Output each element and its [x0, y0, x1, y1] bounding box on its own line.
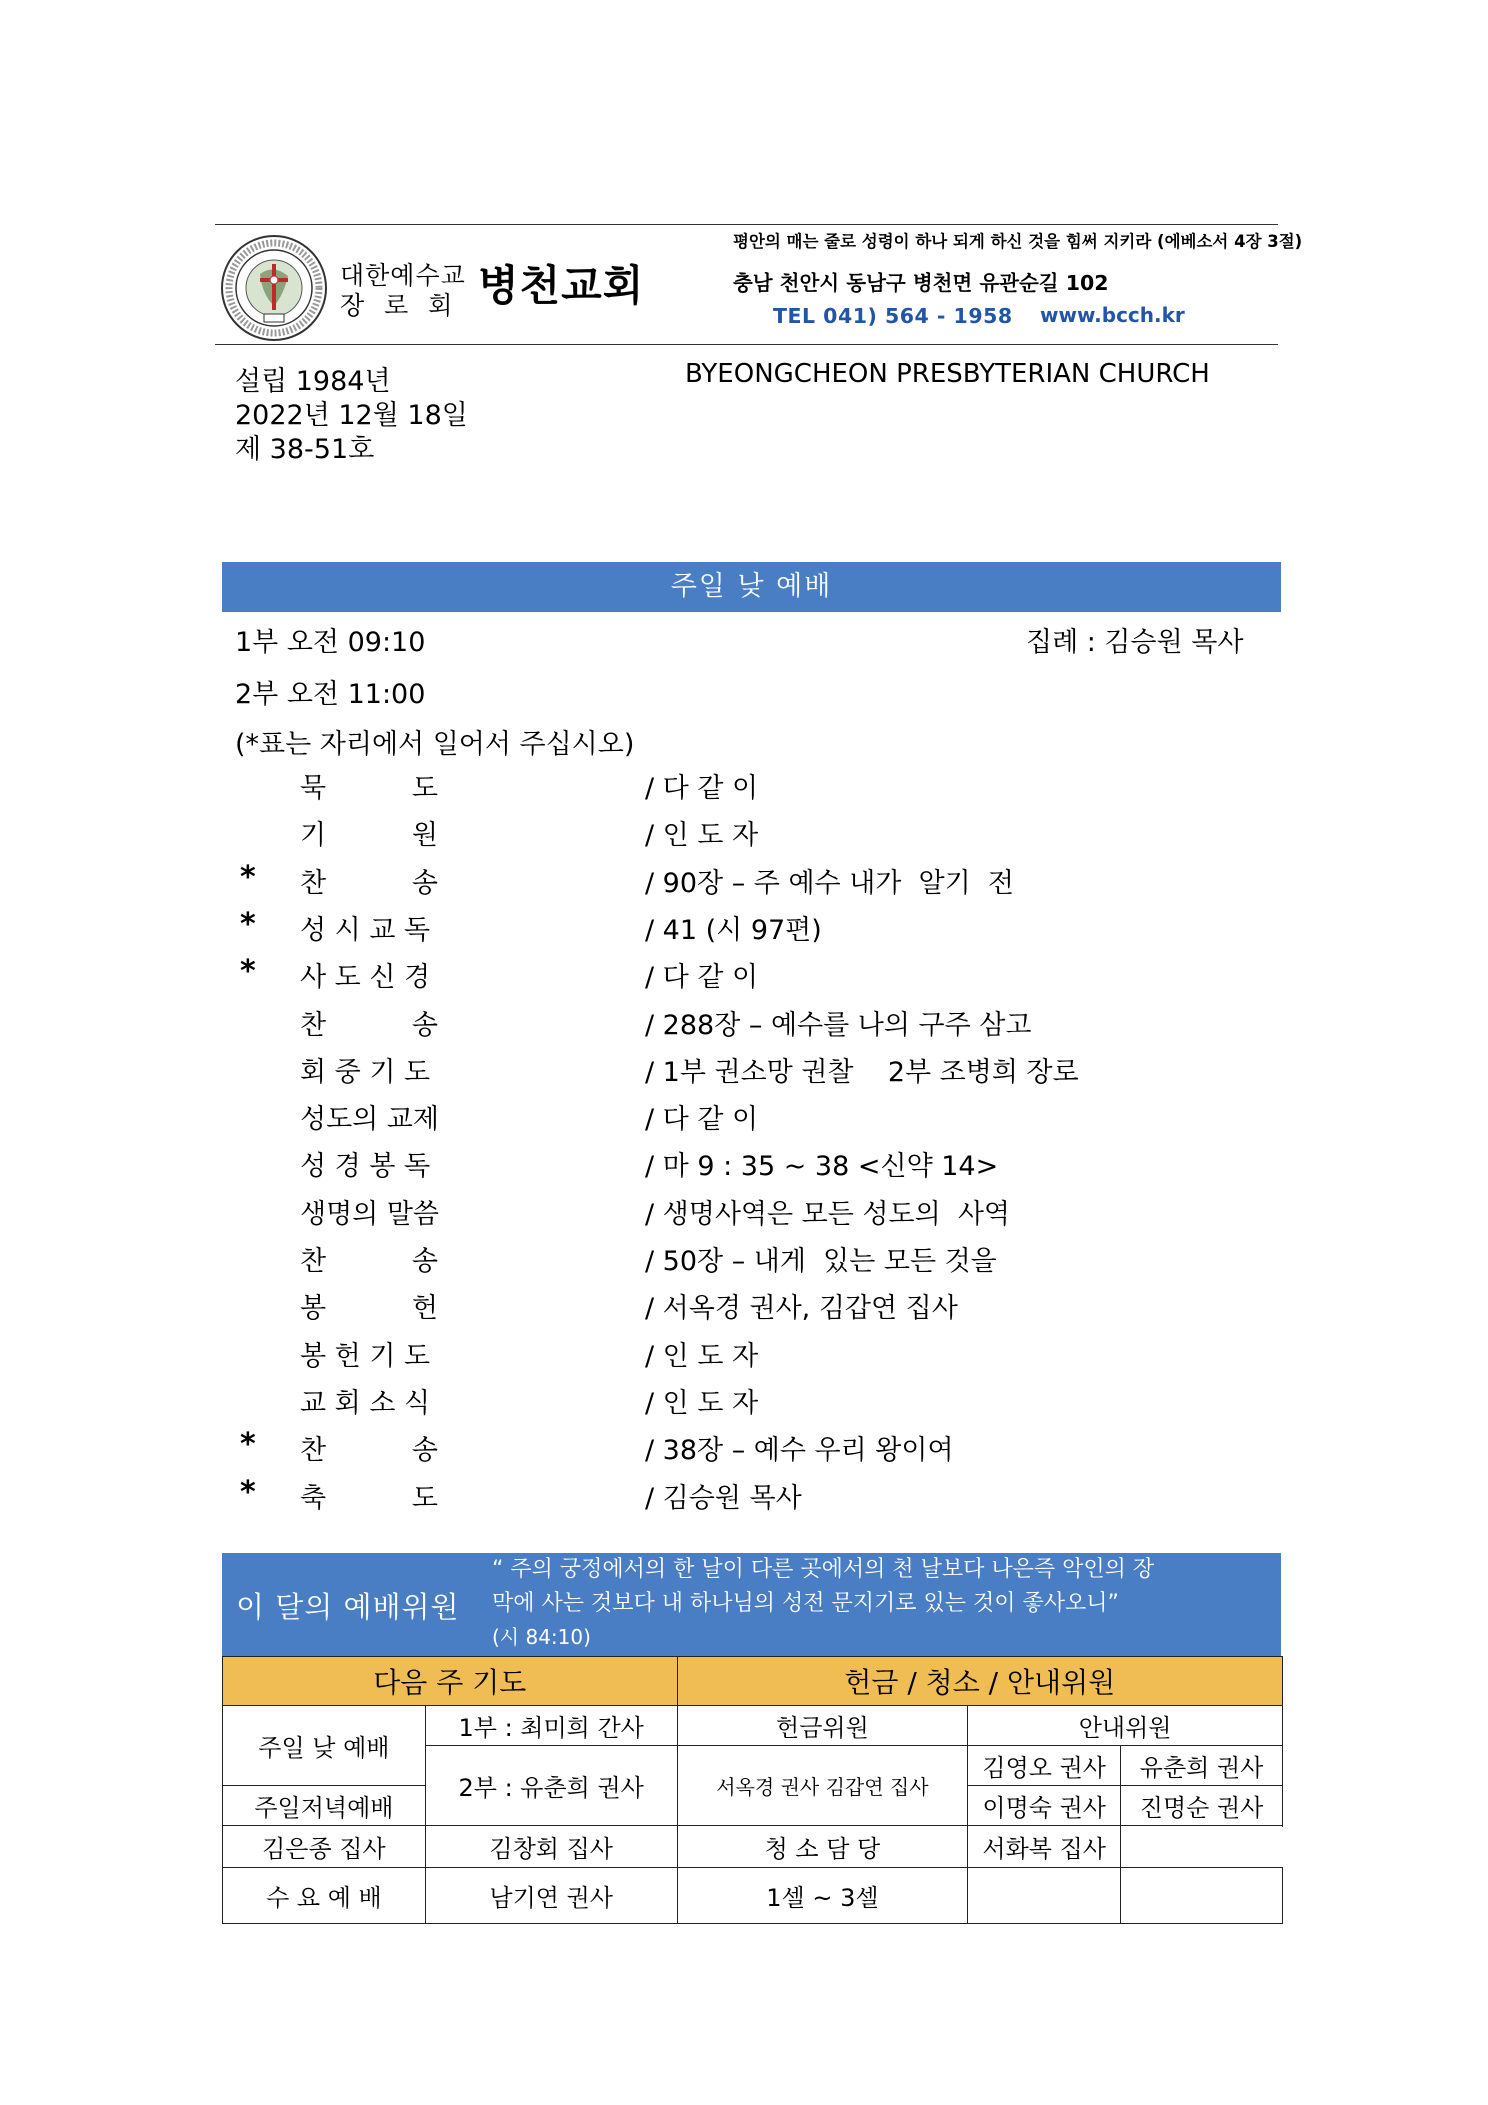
- sunday-day-service-label: 주일 낮 예배: [223, 1706, 426, 1786]
- worship-item-label: 찬 송: [300, 1010, 438, 1041]
- church-name: 병천교회: [478, 261, 645, 310]
- top-rule: [215, 224, 1278, 225]
- worship-item-label: 교 회 소 식: [300, 1388, 431, 1419]
- worship-item-label: 찬 송: [300, 1435, 438, 1466]
- worship-item-value: / 90장 – 주 예수 내가 알기 전: [645, 868, 1014, 899]
- cleaning-cells: 1셀 ~ 3셀: [677, 1868, 968, 1924]
- worship-item-label: 회 중 기 도: [300, 1057, 431, 1088]
- worship-item-label: 축 도: [300, 1483, 438, 1514]
- worship-item-label: 성 경 봉 독: [300, 1151, 431, 1182]
- worship-item-value: / 마 9 : 35 ~ 38 <신약 14>: [645, 1151, 999, 1182]
- verse-reference: (시 84:10): [492, 1625, 591, 1649]
- denomination-line1: 대한예수교: [340, 261, 466, 290]
- officiant: 집례 : 김승원 목사: [1026, 627, 1244, 658]
- monthly-committee-title: 이 달의 예배위원: [236, 1590, 460, 1624]
- motto-verse: 평안의 매는 줄로 성령이 하나 되게 하신 것을 힘써 지키라 (에베소서 4장 3절): [733, 232, 1303, 251]
- standing-star-icon: *: [240, 954, 256, 989]
- offering-committee-names: 서옥경 권사 김갑연 집사: [677, 1746, 968, 1826]
- worship-item-value: / 41 (시 97편): [645, 915, 822, 946]
- worship-item-value: / 50장 – 내게 있는 모든 것을: [645, 1246, 997, 1277]
- usher-committee-header: 안내위원: [968, 1706, 1283, 1746]
- worship-item-label: 성도의 교제: [300, 1104, 439, 1135]
- worship-item-label: 봉 헌: [300, 1293, 438, 1324]
- offering-committee-header: 헌금위원: [677, 1706, 968, 1746]
- first-service-time: 1부 오전 09:10: [235, 627, 426, 658]
- worship-item-label: 생명의 말씀: [300, 1199, 439, 1230]
- usher-name: 진명순 권사: [1121, 1786, 1283, 1826]
- usher-name: 유춘희 권사: [1121, 1746, 1283, 1786]
- issue-number: 제 38-51호: [235, 434, 375, 465]
- worship-section-title: 주일 낮 예배: [222, 562, 1281, 612]
- sunday-evening-service-label: 주일저녁예배: [223, 1786, 426, 1826]
- worship-item-value: / 인 도 자: [645, 1341, 759, 1372]
- english-church-name: BYEONGCHEON PRESBYTERIAN CHURCH: [685, 359, 1210, 389]
- church-website-link[interactable]: www.bcch.kr: [1040, 303, 1185, 327]
- worship-item-label: 찬 송: [300, 868, 438, 899]
- worship-item-value: / 다 같 이: [645, 1104, 759, 1135]
- empty-cell: [1121, 1868, 1283, 1924]
- psalm-verse: [492, 1553, 1278, 1653]
- worship-item-label: 사 도 신 경: [300, 962, 431, 993]
- worship-item-value: / 서옥경 권사, 김갑연 집사: [645, 1293, 958, 1324]
- bulletin-date: 2022년 12월 18일: [235, 400, 468, 431]
- worship-item-value: / 38장 – 예수 우리 왕이여: [645, 1435, 954, 1466]
- worship-item-label: 묵 도: [300, 773, 438, 804]
- worship-item-label: 봉 헌 기 도: [300, 1341, 431, 1372]
- usher-name: 이명숙 권사: [968, 1786, 1121, 1826]
- verse-line-1: “ 주의 궁정에서의 한 날이 다른 곳에서의 천 날보다 나은즉 악인의 장: [492, 1557, 1155, 1582]
- standing-star-icon: *: [240, 1427, 256, 1462]
- second-service-prayer: 2부 : 유춘희 권사: [425, 1746, 677, 1826]
- worship-item-value: / 다 같 이: [645, 962, 759, 993]
- verse-line-2: 막에 사는 것보다 내 하나님의 성전 문지기로 있는 것이 좋사오니”: [492, 1591, 1119, 1616]
- committee-table: [222, 1656, 1283, 1924]
- next-week-prayer-header: 다음 주 기도: [223, 1657, 678, 1706]
- usher-name: 김은종 집사: [223, 1826, 426, 1868]
- worship-item-value: / 인 도 자: [645, 820, 759, 851]
- church-emblem-logo: [220, 234, 328, 342]
- worship-item-value: / 생명사역은 모든 성도의 사역: [645, 1199, 1010, 1230]
- church-phone: TEL 041) 564 - 1958: [773, 304, 1013, 328]
- standing-star-icon: *: [240, 860, 256, 895]
- worship-item-label: 기 원: [300, 820, 438, 851]
- usher-name: 김영오 권사: [968, 1746, 1121, 1786]
- evening-service-prayer: 김창회 집사: [425, 1826, 677, 1868]
- first-service-prayer: 1부 : 최미희 간사: [425, 1706, 677, 1746]
- monthly-committee-banner: [222, 1553, 1281, 1656]
- empty-cell: [968, 1868, 1121, 1924]
- worship-item-label: 성 시 교 독: [300, 915, 431, 946]
- duty-header: 헌금 / 청소 / 안내위원: [677, 1657, 1282, 1706]
- worship-item-value: / 김승원 목사: [645, 1483, 802, 1514]
- founded-year: 설립 1984년: [235, 366, 391, 397]
- wednesday-prayer: 남기연 권사: [425, 1868, 677, 1924]
- worship-item-label: 찬 송: [300, 1246, 438, 1277]
- standing-note: (*표는 자리에서 일어서 주십시오): [235, 729, 635, 760]
- standing-star-icon: *: [240, 907, 256, 942]
- worship-item-value: / 인 도 자: [645, 1388, 759, 1419]
- worship-item-value: / 다 같 이: [645, 773, 759, 804]
- header-bottom-rule: [215, 344, 1278, 345]
- usher-name: 서화복 집사: [968, 1826, 1121, 1868]
- wednesday-service-label: 수 요 예 배: [223, 1868, 426, 1924]
- second-service-time: 2부 오전 11:00: [235, 679, 426, 710]
- denomination-line2: 장로회: [340, 291, 473, 320]
- church-address: 충남 천안시 동남구 병천면 유관순길 102: [733, 271, 1109, 295]
- cleaning-header: 청 소 담 당: [677, 1826, 968, 1868]
- worship-item-value: / 288장 – 예수를 나의 구주 삼고: [645, 1010, 1032, 1041]
- standing-star-icon: *: [240, 1475, 256, 1510]
- worship-item-value: / 1부 권소망 권찰 2부 조병희 장로: [645, 1057, 1079, 1088]
